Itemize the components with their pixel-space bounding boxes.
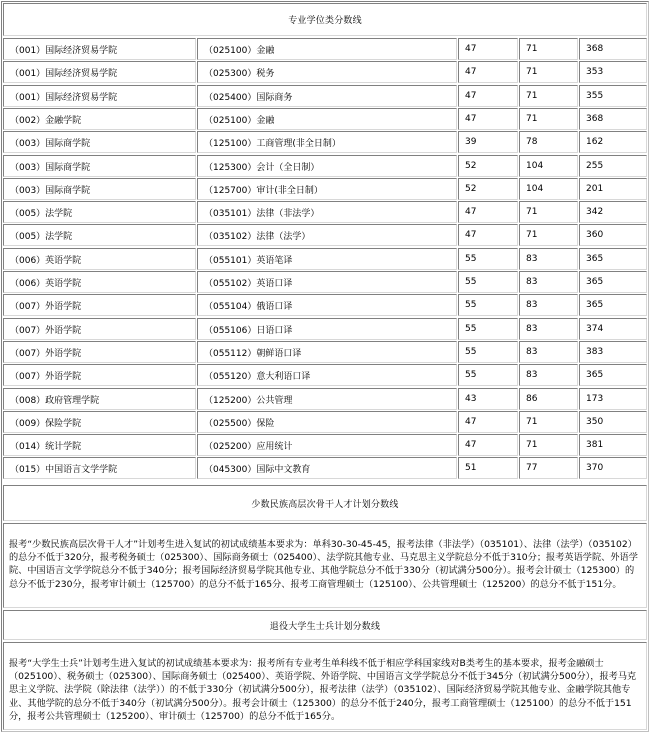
school-cell-text: （008）政府管理学院: [10, 395, 100, 406]
single-subject-100-cell: [458, 38, 518, 60]
school-cell: [3, 318, 196, 340]
single-subject-100-cell-text: 51: [465, 463, 477, 473]
school-cell: [3, 341, 196, 363]
single-subject-100-cell: [458, 131, 518, 153]
professional-section-title: 专业学位类分数线: [288, 16, 362, 26]
single-subject-100-cell-text: 47: [465, 440, 477, 450]
single-subject-150-cell-text: 83: [526, 324, 538, 334]
single-subject-100-cell: [458, 294, 518, 316]
total-score-cell: [579, 294, 647, 316]
single-subject-150-cell-text: 71: [526, 440, 538, 450]
total-score-cell: [579, 178, 647, 200]
school-cell-text: （006）英语学院: [10, 255, 82, 266]
major-cell-text: （125300）会计（全日制）: [204, 162, 320, 173]
single-subject-150-cell: [519, 155, 578, 177]
school-cell: [3, 248, 196, 270]
total-score-cell: [579, 457, 647, 479]
major-cell: [197, 248, 457, 270]
single-subject-100-cell: [458, 108, 518, 130]
single-subject-150-cell: [519, 271, 578, 293]
school-cell-text: （015）中国语言文学学院: [10, 464, 118, 475]
school-cell: [3, 61, 196, 83]
single-subject-100-cell-text: 43: [465, 394, 477, 404]
school-cell-text: （007）外语学院: [10, 325, 82, 336]
school-cell-text: （007）外语学院: [10, 348, 82, 359]
major-cell: [197, 434, 457, 456]
major-cell-text: （035102）法律（法学）: [204, 231, 311, 242]
single-subject-100-cell: [458, 457, 518, 479]
major-cell-text: （025100）金融: [204, 115, 275, 126]
single-subject-150-cell-text: 71: [526, 91, 538, 101]
single-subject-100-cell: [458, 271, 518, 293]
school-cell: [3, 85, 196, 107]
single-subject-100-cell: [458, 85, 518, 107]
single-subject-150-cell-text: 71: [526, 44, 538, 54]
school-cell-text: （003）国际商学院: [10, 185, 91, 196]
single-subject-150-cell: [519, 61, 578, 83]
single-subject-150-cell-text: 71: [526, 417, 538, 427]
total-score-cell: [579, 85, 647, 107]
single-subject-150-cell: [519, 108, 578, 130]
major-cell-text: （025300）税务: [204, 68, 275, 79]
school-cell: [3, 38, 196, 60]
major-cell: [197, 388, 457, 410]
total-score-cell-text: 370: [586, 463, 604, 473]
single-subject-100-cell-text: 47: [465, 207, 477, 217]
veteran-requirements: [3, 642, 647, 730]
school-cell-text: （001）国际经济贸易学院: [10, 68, 118, 79]
single-subject-150-cell-text: 71: [526, 207, 538, 217]
total-score-cell: [579, 248, 647, 270]
school-cell: [3, 294, 196, 316]
major-cell-text: （055112）朝鲜语口译: [204, 348, 302, 359]
single-subject-100-cell-text: 55: [465, 300, 477, 310]
school-cell: [3, 411, 196, 433]
single-subject-100-cell-text: 47: [465, 417, 477, 427]
single-subject-100-cell: [458, 364, 518, 386]
total-score-cell-text: 365: [586, 254, 604, 264]
single-subject-150-cell: [519, 434, 578, 456]
major-cell-text: （055120）意大利语口译: [204, 371, 311, 382]
single-subject-100-cell: [458, 178, 518, 200]
single-subject-100-cell-text: 47: [465, 44, 477, 54]
major-cell: [197, 271, 457, 293]
total-score-cell: [579, 318, 647, 340]
major-cell: [197, 318, 457, 340]
single-subject-100-cell-text: 52: [465, 184, 477, 194]
single-subject-100-cell: [458, 434, 518, 456]
single-subject-100-cell-text: 55: [465, 324, 477, 334]
minority-requirements: [3, 523, 647, 608]
school-cell: [3, 271, 196, 293]
total-score-cell: [579, 271, 647, 293]
single-subject-150-cell-text: 83: [526, 347, 538, 357]
major-cell: [197, 457, 457, 479]
major-cell-text: （055104）俄语口译: [204, 301, 293, 312]
single-subject-150-cell: [519, 388, 578, 410]
single-subject-150-cell: [519, 38, 578, 60]
major-cell-text: （025100）金融: [204, 45, 275, 56]
major-cell: [197, 178, 457, 200]
school-cell: [3, 388, 196, 410]
single-subject-150-cell: [519, 224, 578, 246]
total-score-cell-text: 383: [586, 347, 604, 357]
major-cell: [197, 294, 457, 316]
major-cell-text: （025400）国际商务: [204, 92, 293, 103]
total-score-cell: [579, 434, 647, 456]
total-score-cell: [579, 201, 647, 223]
total-score-cell-text: 365: [586, 277, 604, 287]
single-subject-150-cell-text: 86: [526, 394, 538, 404]
total-score-cell-text: 201: [586, 184, 604, 194]
single-subject-150-cell-text: 71: [526, 114, 538, 124]
total-score-cell-text: 374: [586, 324, 604, 334]
total-score-cell-text: 365: [586, 300, 604, 310]
school-cell: [3, 178, 196, 200]
school-cell: [3, 364, 196, 386]
school-cell-text: （003）国际商学院: [10, 162, 91, 173]
veteran-section-title: 退役大学生士兵计划分数线: [269, 621, 381, 632]
single-subject-100-cell-text: 47: [465, 230, 477, 240]
single-subject-150-cell-text: 83: [526, 277, 538, 287]
single-subject-100-cell-text: 55: [465, 370, 477, 380]
single-subject-150-cell: [519, 178, 578, 200]
major-cell-text: （025500）保险: [204, 418, 275, 429]
school-cell-text: （001）国际经济贸易学院: [10, 92, 118, 103]
total-score-cell: [579, 155, 647, 177]
total-score-cell-text: 381: [586, 440, 604, 450]
school-cell-text: （005）法学院: [10, 231, 73, 242]
total-score-cell-text: 355: [586, 91, 604, 101]
single-subject-150-cell-text: 83: [526, 300, 538, 310]
total-score-cell: [579, 341, 647, 363]
school-cell-text: （007）外语学院: [10, 301, 82, 312]
school-cell-text: （009）保险学院: [10, 418, 82, 429]
single-subject-150-cell-text: 104: [526, 161, 544, 171]
school-cell: [3, 155, 196, 177]
single-subject-150-cell: [519, 457, 578, 479]
total-score-cell: [579, 61, 647, 83]
single-subject-150-cell-text: 71: [526, 230, 538, 240]
single-subject-100-cell: [458, 155, 518, 177]
single-subject-150-cell: [519, 294, 578, 316]
major-cell: [197, 108, 457, 130]
total-score-cell-text: 342: [586, 207, 604, 217]
single-subject-100-cell: [458, 411, 518, 433]
single-subject-150-cell: [519, 85, 578, 107]
single-subject-150-cell-text: 83: [526, 254, 538, 264]
total-score-cell: [579, 38, 647, 60]
single-subject-150-cell: [519, 248, 578, 270]
school-cell-text: （003）国际商学院: [10, 138, 91, 149]
total-score-cell: [579, 364, 647, 386]
single-subject-100-cell: [458, 388, 518, 410]
single-subject-100-cell-text: 47: [465, 114, 477, 124]
major-cell: [197, 85, 457, 107]
single-subject-100-cell: [458, 224, 518, 246]
total-score-cell-text: 368: [586, 44, 604, 54]
major-cell: [197, 364, 457, 386]
single-subject-100-cell: [458, 341, 518, 363]
major-cell: [197, 201, 457, 223]
single-subject-100-cell-text: 47: [465, 67, 477, 77]
school-cell: [3, 457, 196, 479]
veteran-section-header: [3, 610, 647, 640]
major-cell: [197, 131, 457, 153]
major-cell: [197, 411, 457, 433]
single-subject-100-cell: [458, 318, 518, 340]
school-cell-text: （002）金融学院: [10, 115, 82, 126]
single-subject-150-cell-text: 71: [526, 67, 538, 77]
total-score-cell: [579, 131, 647, 153]
school-cell: [3, 131, 196, 153]
school-cell-text: （005）法学院: [10, 208, 73, 219]
single-subject-150-cell-text: 104: [526, 184, 544, 194]
major-cell-text: （125100）工商管理(非全日制）: [204, 138, 341, 149]
minority-requirements-text: 报考“少数民族高层次骨干人才”计划考生进入复试的初试成绩基本要求为：单科30-30-45-45，报考法律（非法学）（035101）、法律（法学）（035102）的总分不低于320分，报考税务硕士（025300）、国际商务硕士（025400）、法学院其他专业、马克思主义学院总分不低于310分；报考英语学院、外语学院、中国语言文学学院总分不低于340分；报考国际经济贸易学院其他专业、其他学院总分不低于330分（初试满分500分）。报考会计硕士（125300）的总分不低于230分，报考审计硕士（125700）的总分不低于165分、报考工商管理硕士（125100）、公共管理硕士（125200）的总分不低于151分。: [9, 539, 638, 590]
single-subject-150-cell-text: 83: [526, 370, 538, 380]
major-cell: [197, 38, 457, 60]
school-cell-text: （006）英语学院: [10, 278, 82, 289]
single-subject-100-cell-text: 55: [465, 277, 477, 287]
single-subject-100-cell-text: 55: [465, 347, 477, 357]
single-subject-100-cell-text: 55: [465, 254, 477, 264]
single-subject-150-cell-text: 77: [526, 463, 538, 473]
total-score-cell-text: 162: [586, 137, 604, 147]
major-cell-text: （055102）英语口译: [204, 278, 293, 289]
school-cell: [3, 224, 196, 246]
school-cell-text: （014）统计学院: [10, 441, 82, 452]
major-cell-text: （055101）英语笔译: [204, 255, 293, 266]
school-cell: [3, 434, 196, 456]
school-cell: [3, 201, 196, 223]
single-subject-150-cell: [519, 318, 578, 340]
single-subject-100-cell: [458, 201, 518, 223]
school-cell: [3, 108, 196, 130]
major-cell-text: （055106）日语口译: [204, 325, 293, 336]
major-cell-text: （125700）审计(非全日制）: [204, 185, 323, 196]
single-subject-150-cell: [519, 201, 578, 223]
total-score-cell: [579, 411, 647, 433]
major-cell-text: （035101）法律（非法学）: [204, 208, 320, 219]
minority-section-title: 少数民族高层次骨干人才计划分数线: [251, 499, 399, 510]
total-score-cell-text: 350: [586, 417, 604, 427]
major-cell-text: （125200）公共管理: [204, 395, 293, 406]
major-cell-text: （025200）应用统计: [204, 441, 293, 452]
total-score-cell-text: 255: [586, 161, 604, 171]
school-cell-text: （007）外语学院: [10, 371, 82, 382]
major-cell-text: （045300）国际中文教育: [204, 464, 311, 475]
professional-section-header: [3, 3, 647, 36]
major-cell: [197, 341, 457, 363]
total-score-cell: [579, 224, 647, 246]
veteran-requirements-text: 报考“大学生士兵”计划考生进入复试的初试成绩基本要求为：报考所有专业考生单科线不低于相应学科国家线对B类考生的基本要求，报考金融硕士（025100）、税务硕士（025300）、国际商务硕士（025400）、英语学院、外语学院、中国语言文学学院总分不低于345分（初试满分500分），报考马克思主义学院、法学院（除法律（法学））的不低于330分（初试满分500分），报考法律（法学）（035102）、国际经济贸易学院其他专业、金融学院其他专业、其他学院的总分不低于340分（初试满分500分）。报考会计硕士（125300）的总分不低于240分，报考工商管理硕士（125100）的总分不低于151分，报考公共管理硕士（125200）、审计硕士（125700）的总分不低于165分。: [9, 658, 637, 722]
total-score-cell-text: 365: [586, 370, 604, 380]
total-score-cell-text: 368: [586, 114, 604, 124]
single-subject-150-cell: [519, 131, 578, 153]
major-cell: [197, 224, 457, 246]
major-cell: [197, 61, 457, 83]
single-subject-100-cell-text: 39: [465, 137, 477, 147]
single-subject-100-cell: [458, 61, 518, 83]
total-score-cell-text: 173: [586, 394, 604, 404]
single-subject-150-cell: [519, 411, 578, 433]
single-subject-150-cell-text: 78: [526, 137, 538, 147]
single-subject-100-cell: [458, 248, 518, 270]
single-subject-150-cell: [519, 364, 578, 386]
total-score-cell-text: 360: [586, 230, 604, 240]
minority-section-header: [3, 485, 647, 521]
single-subject-100-cell-text: 52: [465, 161, 477, 171]
total-score-cell: [579, 388, 647, 410]
major-cell: [197, 155, 457, 177]
single-subject-150-cell: [519, 341, 578, 363]
total-score-cell-text: 353: [586, 67, 604, 77]
school-cell-text: （001）国际经济贸易学院: [10, 45, 118, 56]
single-subject-100-cell-text: 47: [465, 91, 477, 101]
total-score-cell: [579, 108, 647, 130]
